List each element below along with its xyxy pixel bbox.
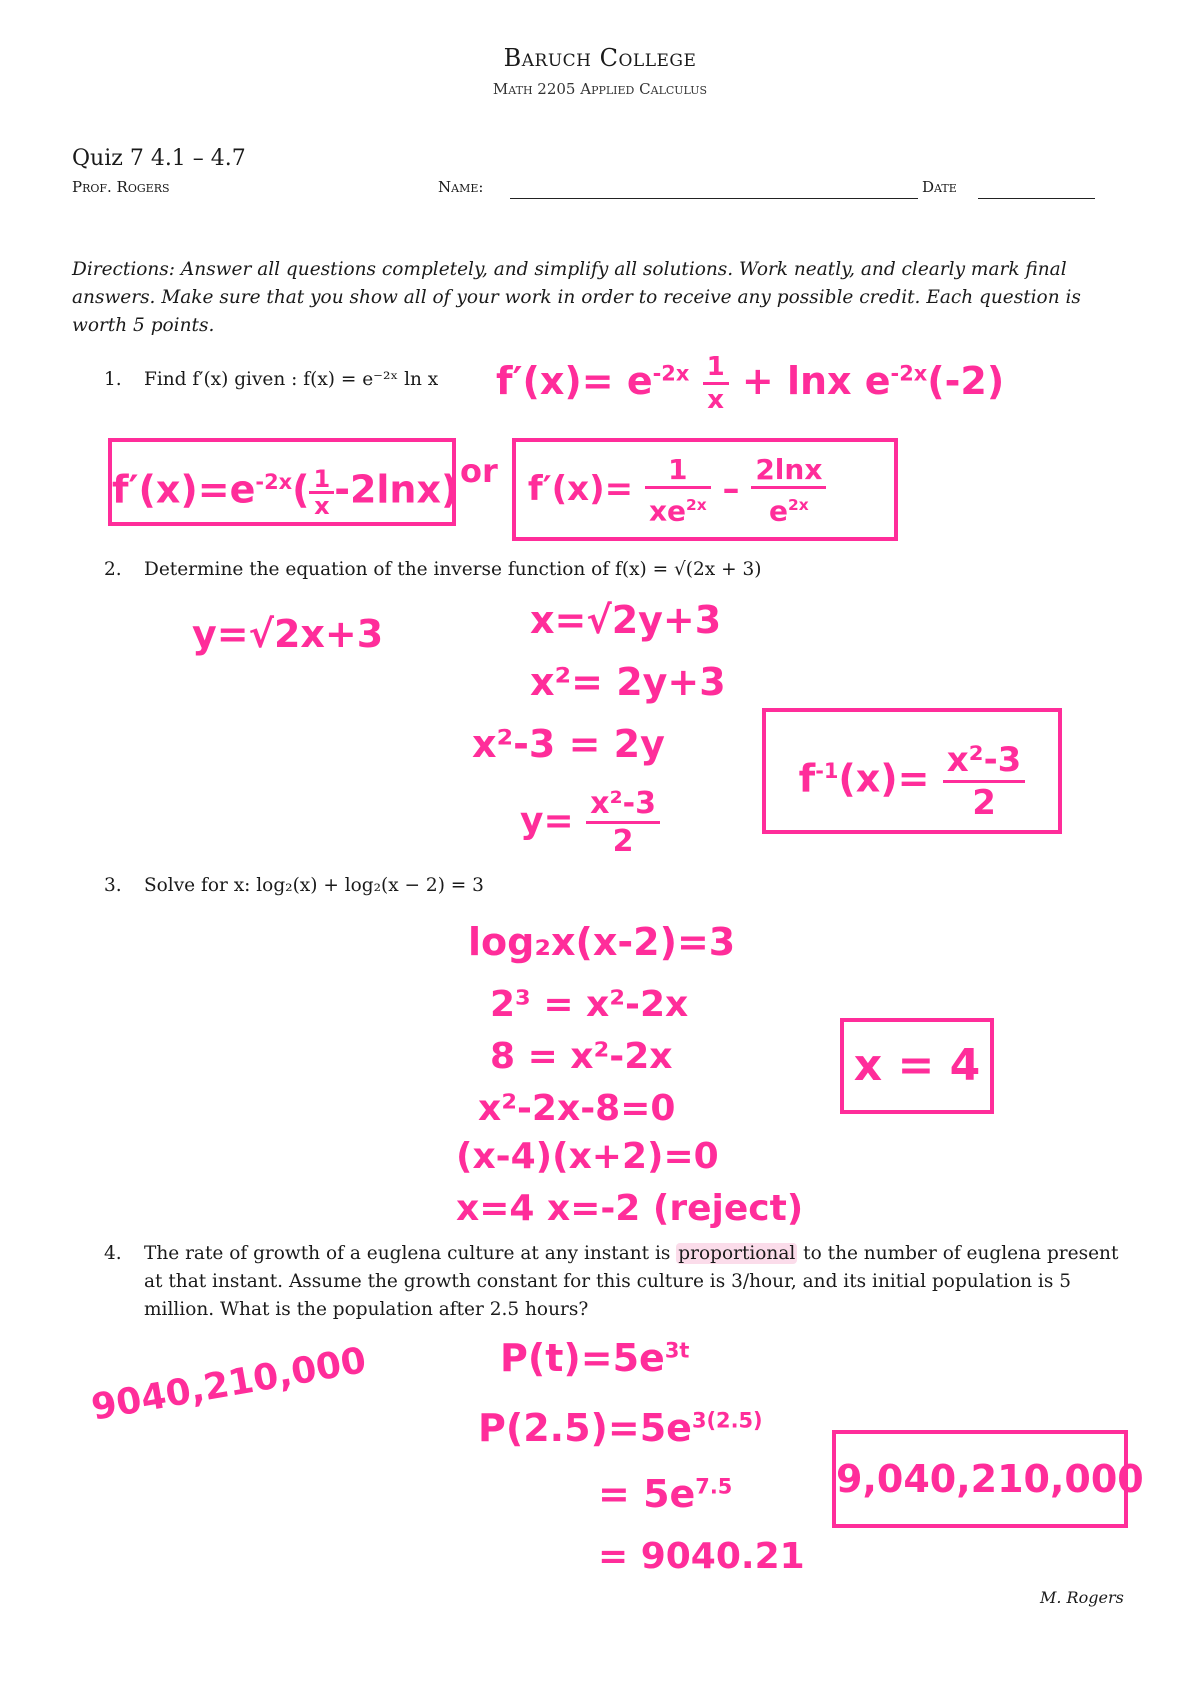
- question-text: Find f′(x) given : f(x) = e⁻²ˣ ln x: [144, 369, 439, 390]
- q2-answer-box: $f^{-1}(x)=$ $\frac{\text{x²-3}}{2}$: [762, 708, 1062, 834]
- date-label: Date: [922, 178, 957, 196]
- q1-answer-box-1: $f'(x)=e^{-2x}$( $\frac{1}{x}$ -2lnx): [108, 438, 456, 526]
- question-number: 2.: [104, 559, 122, 580]
- name-blank-line: [510, 198, 918, 199]
- date-blank-line: [978, 198, 1095, 199]
- question-number: 4.: [104, 1243, 122, 1264]
- q1-or-text: or: [460, 452, 498, 490]
- q4-work-step: $P(t)=5e^{3t}$: [500, 1336, 690, 1380]
- question-text: The rate of growth of a euglena culture at any instant is proportional to the number of euglena present at that instant. Assume the growth constant for this culture is 3/hour, and its initial population is 5 million. What is the population after 2.5 hours?: [144, 1243, 1119, 1320]
- q3-work-step: (x-4)(x+2)=0: [456, 1136, 719, 1177]
- quiz-title: Quiz 7 4.1 – 4.7: [72, 146, 246, 171]
- question-text: Solve for x: log₂(x) + log₂(x − 2) = 3: [144, 875, 484, 896]
- highlighted-word: proportional: [678, 1243, 796, 1264]
- signature: M. Rogers: [1040, 1588, 1124, 1607]
- q1-answer-box-2: f′(x)= $\frac{1}{xe^{2x}}$ – $\frac{2\ln x}{e^{2x}}$: [512, 438, 898, 541]
- q4-answer-box: 9,040,210,000: [832, 1430, 1128, 1528]
- directions-text: Directions: Answer all questions completely, and simplify all solutions. Work neatly, and clearly mark final answers. Make sure that you show all of your work in order to receive any possible credit. Each question is worth 5 points.: [72, 259, 1081, 336]
- q2-work-step: y=√2x+3: [192, 612, 384, 656]
- q1-work-line: $f'(x)= e^{-2x}$ $\frac{1}{x}$ + lnx $e^{-2x}(-2)$: [496, 352, 1005, 415]
- q3-work-step: 8 = x²-2x: [490, 1036, 673, 1077]
- q2-work-step: x²= 2y+3: [530, 660, 726, 704]
- question-number: 3.: [104, 875, 122, 896]
- q3-work-step: x=4 x=-2 (reject): [456, 1188, 804, 1229]
- college-name: Baruch College: [503, 44, 697, 72]
- question-3: [104, 872, 484, 900]
- question-2: [104, 556, 761, 584]
- q3-work-step: log₂x(x-2)=3: [468, 920, 736, 964]
- question-number: 1.: [104, 369, 122, 390]
- question-1: [104, 366, 438, 394]
- professor-name: Prof. Rogers: [72, 178, 170, 196]
- q3-answer-box: x = 4: [840, 1018, 994, 1114]
- name-label: Name:: [438, 178, 484, 196]
- q3-work-step: 2³ = x²-2x: [490, 984, 689, 1025]
- q3-work-step: x²-2x-8=0: [478, 1088, 676, 1129]
- question-4: [104, 1240, 1124, 1324]
- q4-work-step: = 9040.21: [598, 1536, 805, 1577]
- q4-work-step: = $5e^{7.5}$: [598, 1472, 733, 1516]
- course-title: Math 2205 Applied Calculus: [492, 80, 708, 98]
- q4-side-note: 9040,210,000: [88, 1340, 370, 1429]
- q2-work-step: y= $\frac{\text{x²-3}}{2}$: [520, 786, 660, 859]
- question-text: Determine the equation of the inverse function of f(x) = √(2x + 3): [144, 559, 762, 580]
- q4-work-step: $P(2.5)=5e^{3(2.5)}$: [478, 1406, 763, 1450]
- q2-work-step: x=√2y+3: [530, 598, 722, 642]
- q2-work-step: x²-3 = 2y: [472, 722, 665, 766]
